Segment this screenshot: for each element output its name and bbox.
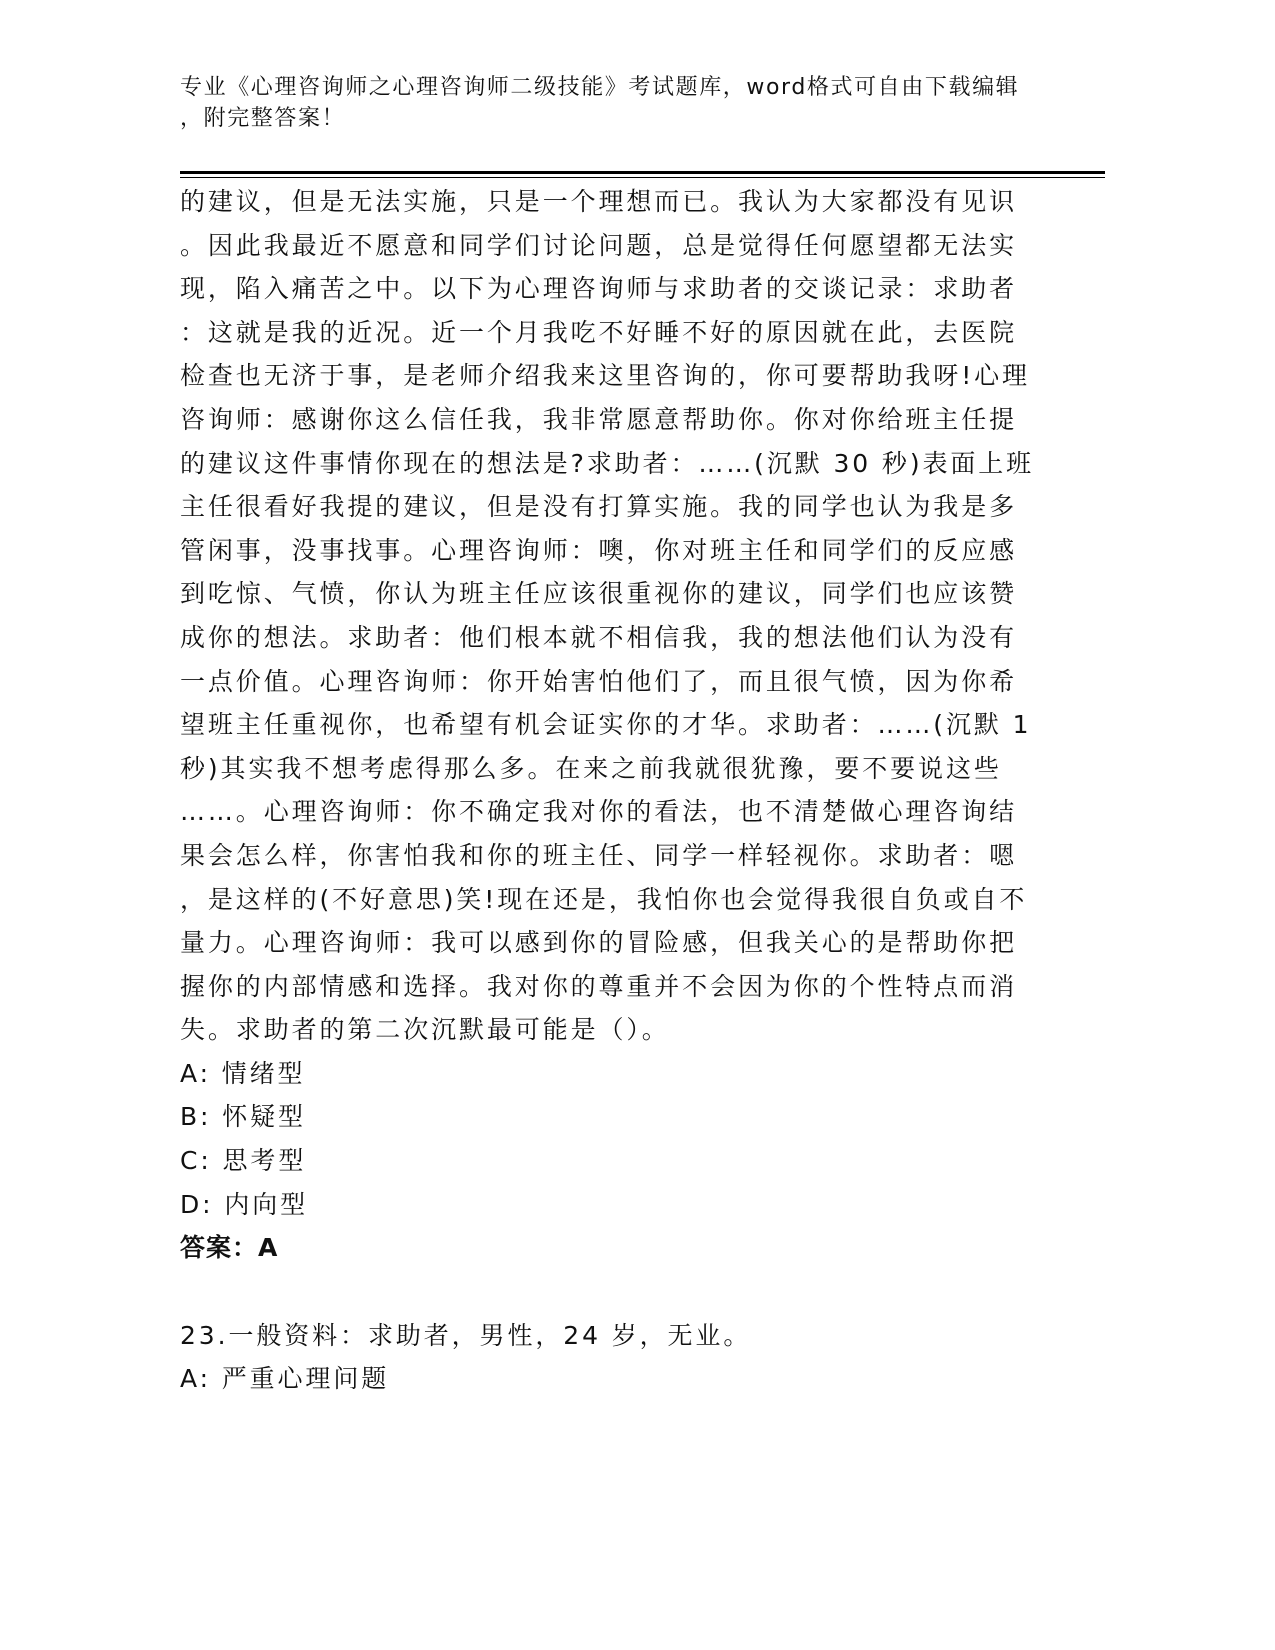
document-header <box>180 72 1040 134</box>
text-line: 秒)其实我不想考虑得那么多。在来之前我就很犹豫，要不要说这些 <box>180 753 1002 783</box>
next-question-stem: 23.一般资料：求助者，男性，24 岁，无业。 <box>180 1320 752 1350</box>
question-options <box>180 1052 1034 1226</box>
next-question-options <box>180 1357 1034 1401</box>
text-line: 的建议，但是无法实施，只是一个理想而已。我认为大家都没有见识 <box>180 187 1018 216</box>
text-line: ：这就是我的近况。近一个月我吃不好睡不好的原因就在此，去医院 <box>180 317 1018 347</box>
question-text <box>180 180 1034 1052</box>
text-line: 现，陷入痛苦之中。以下为心理咨询师与求助者的交谈记录：求助者 <box>180 274 1018 304</box>
header-line-2: ，附完整答案！ <box>180 106 346 131</box>
answer: 答案：A <box>180 1233 279 1263</box>
spacer <box>180 1270 1034 1314</box>
text-line: 管闲事，没事找事。心理咨询师：噢，你对班主任和同学们的反应感 <box>180 535 1018 565</box>
text-line: 的建议这件事情你现在的想法是?求助者：……(沉默 30 秒)表面上班 <box>180 448 1035 478</box>
text-line: 失。求助者的第二次沉默最可能是（）。 <box>180 1015 670 1045</box>
text-line: 检查也无济于事，是老师介绍我来这里咨询的，你可要帮助我呀!心理 <box>180 361 1030 391</box>
header-line-1: 专业《心理咨询师之心理咨询师二级技能》考试题库，word格式可自由下载编辑 <box>180 75 1020 100</box>
option-item: A: 情绪型 <box>180 1058 306 1088</box>
text-line: 主任很看好我提的建议，但是没有打算实施。我的同学也认为我是多 <box>180 492 1018 522</box>
text-line: 握你的内部情感和选择。我对你的尊重并不会因为你的个性特点而消 <box>180 971 1018 1001</box>
document-body <box>180 180 1034 1401</box>
option-item: C: 思考型 <box>180 1146 307 1176</box>
text-line: ……。心理咨询师：你不确定我对你的看法，也不清楚做心理咨询结 <box>180 797 1018 827</box>
text-line: 量力。心理咨询师：我可以感到你的冒险感，但我关心的是帮助你把 <box>180 928 1018 958</box>
text-line: 。因此我最近不愿意和同学们讨论问题，总是觉得任何愿望都无法实 <box>180 230 1018 260</box>
header-rule-thin <box>180 177 1105 178</box>
option-item: D: 内向型 <box>180 1189 309 1219</box>
text-line: 望班主任重视你，也希望有机会证实你的才华。求助者：……(沉默 1 <box>180 710 1032 740</box>
text-line: 到吃惊、气愤，你认为班主任应该很重视你的建议，同学们也应该赞 <box>180 579 1018 609</box>
header-rule-thick <box>180 171 1105 174</box>
option-item: A: 严重心理问题 <box>180 1364 390 1394</box>
text-line: 一点价值。心理咨询师：你开始害怕他们了，而且很气愤，因为你希 <box>180 666 1018 696</box>
text-line: 成你的想法。求助者：他们根本就不相信我，我的想法他们认为没有 <box>180 622 1018 652</box>
text-line: ，是这样的(不好意思)笑!现在还是，我怕你也会觉得我很自负或自不 <box>180 884 1028 914</box>
text-line: 果会怎么样，你害怕我和你的班主任、同学一样轻视你。求助者：嗯 <box>180 840 1018 870</box>
text-line: 咨询师：感谢你这么信任我，我非常愿意帮助你。你对你给班主任提 <box>180 404 1018 434</box>
option-item: B: 怀疑型 <box>180 1102 306 1132</box>
